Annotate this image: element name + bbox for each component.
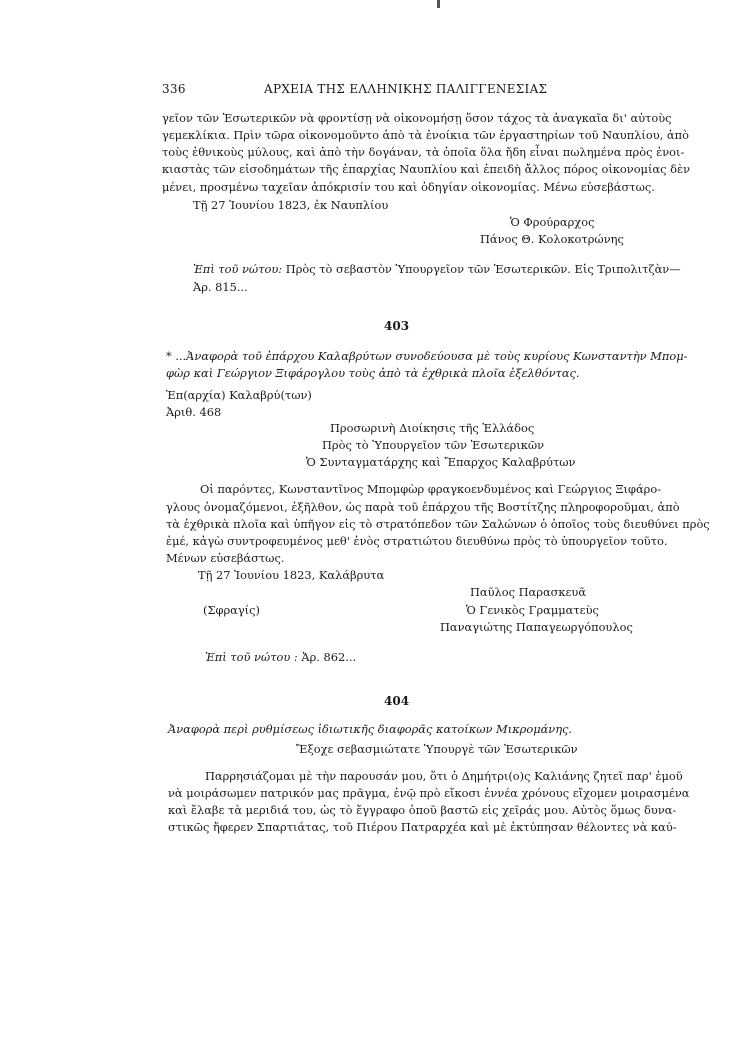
signature-title: Ὁ Φρούραρχος — [510, 215, 595, 229]
text-line: Παρρησιάζομαι μὲ τὴν παρουσάν μου, ὅτι ὁ Δημήτρι(ο)ς Καλιάνης ζητεῖ παρ' ἐμοῦ — [205, 769, 683, 783]
seal-note: (Σφραγίς) — [203, 603, 260, 617]
text-line: νὰ μοιράσωμεν πατρικόν μας πρᾶγμα, ἐνῷ πρὸ εἴκοσι ἐννέα χρόνους εἴχομεν μοιρασμένα — [168, 786, 690, 800]
verso-note — [193, 262, 681, 276]
signature-name: Πάνος Θ. Κολοκοτρώνης — [480, 232, 624, 246]
text-line: ἐμέ, κἀγὼ συντροφευμένος μεθ' ἑνὸς στρατιώτου διευθύνω πρὸς τὸ ὑπουργεῖον τοῦτο. — [166, 534, 668, 548]
date-place: Τῇ 27 Ἰουνίου 1823, Καλάβρυτα — [198, 568, 385, 582]
verso-text: Ἀρ. 862... — [301, 650, 357, 664]
document-summary: * ...Ἀναφορὰ τοῦ ἐπάρχου Καλαβρύτων συνοδεύουσα μὲ τοὺς κυρίους Κωνσταντὴν Μπομ- — [166, 349, 688, 363]
text-line: κιαστὰς τῶν εἰσοδημάτων τῆς ἐπαρχίας Ναυπλίου καὶ ἐπειδὴ ἄλλος πόρος οἰκονομίας δὲν — [162, 162, 691, 176]
verso-text: Πρὸς τὸ σεβαστὸν Ὑπουργεῖον τῶν Ἐσωτερικῶν. Εἰς Τριπολιτζὰν— — [285, 262, 681, 276]
text-line: Οἱ παρόντες, Κωνσταντῖνος Μπομφὼρ φραγκοενδυμένος καὶ Γεώργιος Ξιφάρο- — [200, 482, 662, 496]
text-line: Μένων εὐσεβάστως. — [166, 551, 285, 565]
running-title: ΑΡΧΕΙΑ ΤΗΣ ΕΛΛΗΝΙΚΗΣ ΠΑΛΙΓΓΕΝΕΣΙΑΣ — [264, 82, 548, 96]
address-heading: Πρὸς τὸ Ὑπουργεῖον τῶν Ἐσωτερικῶν — [322, 438, 545, 452]
verso-note — [205, 650, 356, 664]
document-summary: Ἀναφορὰ περὶ ρυθμίσεως ἰδιωτικῆς διαφορᾶς κατοίκων Μικρομάνης. — [168, 722, 573, 736]
date-place: Τῇ 27 Ἰουνίου 1823, ἐκ Ναυπλίου — [193, 198, 389, 212]
address-heading: Ὁ Συνταγματάρχης καὶ Ἔπαρχος Καλαβρύτων — [306, 455, 576, 469]
text-line: καὶ ἔλαβε τὰ μεριδιά του, ὡς τὸ ἔγγραφο ὁποῦ βαστῶ εἰς χεῖράς μου. Αὐτὸς ὅμως δυνα- — [168, 803, 677, 817]
text-line: τὰ ἐχθρικὰ πλοῖα καὶ ὑπῆγον εἰς τὸ στρατόπεδον τῶν Σαλώνων ὁ ὁποῖος τοὺς διευθύνει πρὸς — [166, 517, 710, 531]
page-number: 336 — [162, 82, 186, 96]
document-meta: Ἐπ(αρχία) Καλαβρύ(των) — [166, 388, 312, 402]
document-summary: φὼρ καὶ Γεώργιον Ξιφάρογλου τοὺς ἀπὸ τὰ ἐχθρικὰ πλοῖα ἐξελθόντας. — [166, 366, 580, 380]
text-line: γεμεκλίκια. Πρὶν τῶρα οἰκονομοῦντο ἀπὸ τὰ ἐνοίκια τῶν ἐργαστηρίων τοῦ Ναυπλίου, ἀπὸ — [162, 128, 689, 142]
verso-label: Ἐπὶ τοῦ νώτου: — [193, 262, 283, 276]
signature-name: Παναγιώτης Παπαγεωργόπουλος — [440, 620, 633, 634]
text-line: τοὺς ἐθνικοὺς μύλους, καὶ ἀπὸ τὴν δογάναν, τὰ ὁποῖα ὅλα ἤδη εἶναι πωλημένα πρὸς ἐνοι- — [162, 145, 685, 159]
document-meta: Ἀριθ. 468 — [166, 405, 222, 419]
text-line: μένει, προσμένω ταχεῖαν ἀπόκρισίν του καὶ ὁδηγίαν οἰκονομίας. Μένω εὐσεβάστως. — [162, 180, 655, 194]
signature-name: Παῦλος Παρασκευᾶ — [470, 585, 587, 599]
text-line: στικῶς ἤφερεν Σπαρτιάτας, τοῦ Πιέρου Πατραρχέα καὶ μὲ ἐκτύπησαν θέλοντες νὰ καύ- — [168, 820, 677, 834]
address-heading: Προσωρινὴ Διοίκησις τῆς Ἑλλάδος — [330, 421, 535, 435]
text-line: γεῖον τῶν Ἐσωτερικῶν νὰ φροντίσῃ νὰ οἰκονομήσῃ ὅσον τάχος τὰ ἀναγκαῖα δι' αὐτοὺς — [162, 111, 672, 125]
scan-mark — [437, 0, 440, 8]
verso-label: Ἐπὶ τοῦ νώτου : — [205, 650, 298, 664]
document-number: 404 — [384, 694, 410, 708]
document-number: 403 — [384, 319, 410, 333]
verso-text-2: Ἀρ. 815... — [193, 280, 248, 294]
salutation: Ἔξοχε σεβασμιώτατε Ὑπουργὲ τῶν Ἐσωτερικῶν — [296, 742, 578, 756]
signature-title: Ὁ Γενικὸς Γραμματεὺς — [466, 603, 599, 617]
text-line: γλους ὀνομαζόμενοι, ἐξῆλθον, ὡς παρὰ τοῦ ἐπάρχου τῆς Βοστίτζης πληροφοροῦμαι, ἀπὸ — [166, 500, 680, 514]
